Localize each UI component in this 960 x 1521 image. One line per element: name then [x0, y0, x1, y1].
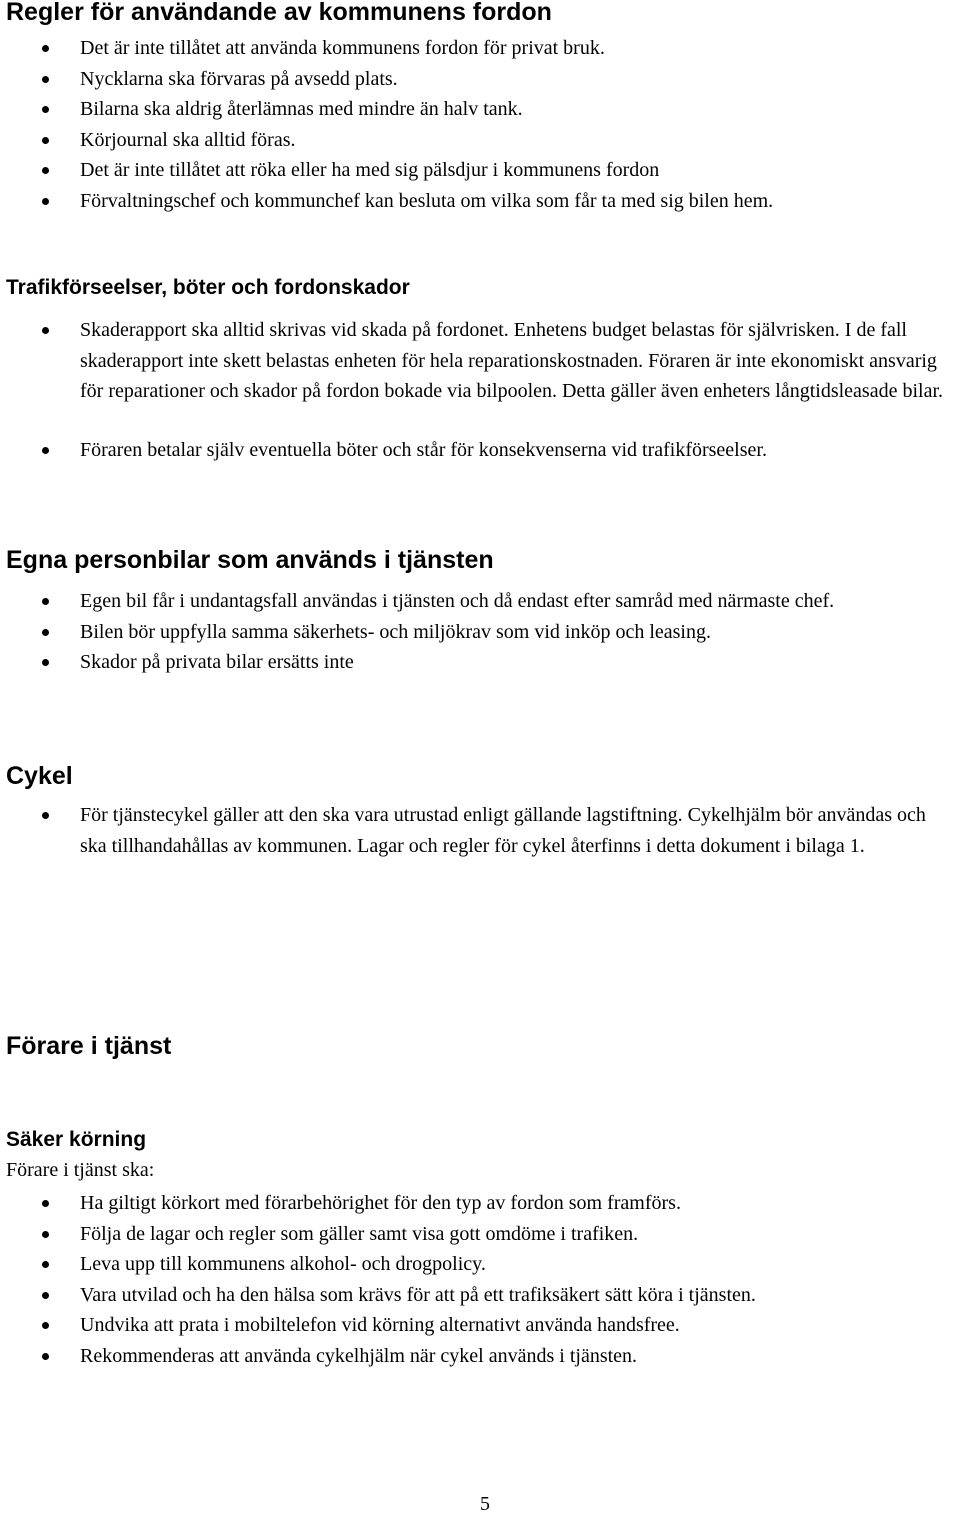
- heading-regler: Regler för användande av kommunens fordon: [6, 0, 552, 26]
- page-number: 5: [480, 1493, 490, 1515]
- heading-cykel: Cykel: [6, 762, 73, 790]
- heading-forare: Förare i tjänst: [6, 1032, 172, 1060]
- list-item: Rekommenderas att använda cykelhjälm när cykel används i tjänsten.: [0, 1341, 960, 1372]
- heading-trafik: Trafikförseelser, böter och fordonskador: [6, 276, 410, 299]
- list-item: Undvika att prata i mobiltelefon vid körning alternativt använda handsfree.: [0, 1310, 960, 1341]
- list-item: Skador på privata bilar ersätts inte: [0, 647, 960, 678]
- list-item: Det är inte tillåtet att använda kommunens fordon för privat bruk.: [0, 33, 960, 64]
- list-item: Skaderapport ska alltid skrivas vid skada på fordonet. Enhetens budget belastas för självrisken. I de fall skaderapport inte skett belastas enheten för hela reparationskostnaden. Föraren är inte ekonomiskt ansvarig för reparationer och skador på fordon bokade via bilpoolen. Detta gäller även enheters långtidsleasade bilar.: [0, 315, 960, 407]
- list-item: Vara utvilad och ha den hälsa som krävs för att på ett trafiksäkert sätt köra i tjänsten.: [0, 1280, 960, 1311]
- list-item: För tjänstecykel gäller att den ska vara utrustad enligt gällande lagstiftning. Cykelhjälm bör användas och ska tillhandahållas av kommunen. Lagar och regler för cykel återfinns i detta dokument i bilaga 1.: [0, 800, 960, 861]
- heading-saker: Säker körning: [6, 1128, 147, 1151]
- list-item: Det är inte tillåtet att röka eller ha med sig pälsdjur i kommunens fordon: [0, 155, 960, 186]
- intro-saker: Förare i tjänst ska:: [6, 1159, 155, 1181]
- list-egna: [0, 586, 960, 678]
- list-item: Körjournal ska alltid föras.: [0, 125, 960, 156]
- list-item: Följa de lagar och regler som gäller samt visa gott omdöme i trafiken.: [0, 1219, 960, 1250]
- list-item: Ha giltigt körkort med förarbehörighet för den typ av fordon som framförs.: [0, 1188, 960, 1219]
- list-regler: [0, 33, 960, 216]
- list-trafik: [0, 315, 960, 465]
- list-item: Bilen bör uppfylla samma säkerhets- och miljökrav som vid inköp och leasing.: [0, 617, 960, 648]
- list-item: Nycklarna ska förvaras på avsedd plats.: [0, 64, 960, 95]
- list-item: Egen bil får i undantagsfall användas i tjänsten och då endast efter samråd med närmaste chef.: [0, 586, 960, 617]
- list-item: Föraren betalar själv eventuella böter och står för konsekvenserna vid trafikförseelser.: [0, 435, 960, 466]
- list-saker: [0, 1188, 960, 1371]
- list-item: Bilarna ska aldrig återlämnas med mindre än halv tank.: [0, 94, 960, 125]
- list-cykel: [0, 800, 960, 861]
- list-item: Leva upp till kommunens alkohol- och drogpolicy.: [0, 1249, 960, 1280]
- list-item: Förvaltningschef och kommunchef kan besluta om vilka som får ta med sig bilen hem.: [0, 186, 960, 217]
- heading-egna: Egna personbilar som används i tjänsten: [6, 546, 494, 574]
